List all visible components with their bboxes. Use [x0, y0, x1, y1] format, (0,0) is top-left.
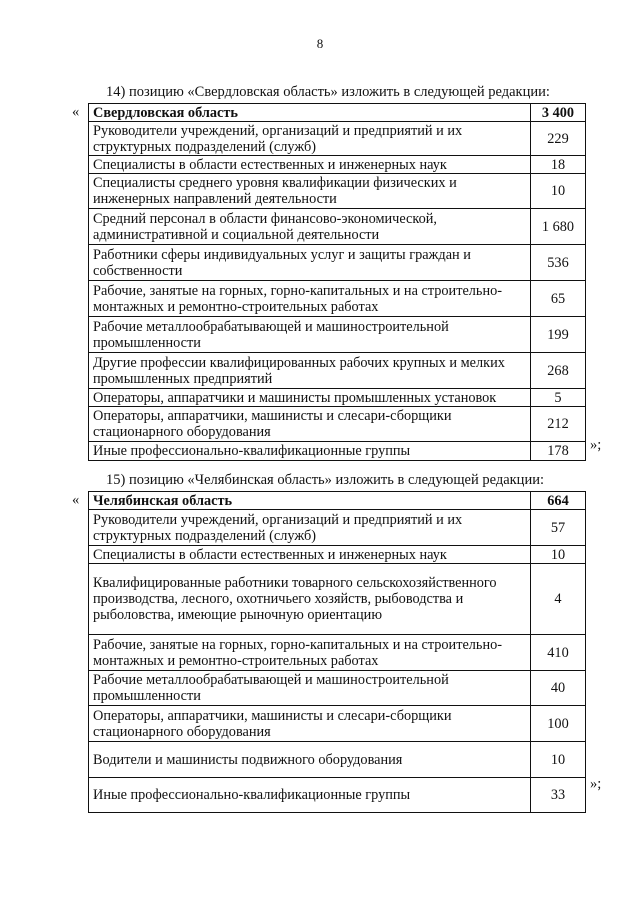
table-row	[89, 389, 586, 407]
chelyabinsk-table	[88, 491, 586, 813]
table-row	[89, 510, 586, 546]
table-row	[89, 635, 586, 671]
occupation-group: Специалисты среднего уровня квалификации физических и инженерных направлений деятельности	[89, 174, 531, 209]
occupation-group: Иные профессионально-квалификационные группы	[89, 778, 531, 813]
occupation-group: Рабочие, занятые на горных, горно-капитальных и на строительно-монтажных и ремонтно-строительных работах	[89, 635, 531, 671]
sverdlovsk-table	[88, 103, 586, 461]
occupation-group: Работники сферы индивидуальных услуг и защиты граждан и собственности	[89, 245, 531, 281]
occupation-count: 40	[531, 671, 586, 706]
occupation-group: Руководители учреждений, организаций и предприятий и их структурных подразделений (служб)	[89, 510, 531, 546]
table-row	[89, 156, 586, 174]
occupation-count: 212	[531, 407, 586, 442]
occupation-count: 199	[531, 317, 586, 353]
occupation-count: 178	[531, 442, 586, 461]
occupation-count: 57	[531, 510, 586, 546]
occupation-group: Руководители учреждений, организаций и предприятий и их структурных подразделений (служб)	[89, 122, 531, 156]
occupation-group: Специалисты в области естественных и инженерных наук	[89, 546, 531, 564]
occupation-count: 536	[531, 245, 586, 281]
occupation-count: 10	[531, 546, 586, 564]
section-14-open-quote: «	[72, 104, 80, 120]
region-total: 664	[531, 492, 586, 510]
occupation-count: 10	[531, 174, 586, 209]
table-row	[89, 778, 586, 813]
region-name: Свердловская область	[89, 104, 531, 122]
occupation-group: Водители и машинисты подвижного оборудования	[89, 742, 531, 778]
occupation-group: Квалифицированные работники товарного сельскохозяйственного производства, лесного, охотничьего хозяйств, рыбоводства и рыболовства, имеющие рыночную ориентацию	[89, 564, 531, 635]
occupation-group: Иные профессионально-квалификационные группы	[89, 442, 531, 461]
occupation-count: 33	[531, 778, 586, 813]
occupation-count: 10	[531, 742, 586, 778]
occupation-count: 65	[531, 281, 586, 317]
table-row	[89, 209, 586, 245]
table-row	[89, 564, 586, 635]
table-row	[89, 742, 586, 778]
chelyabinsk-table-body	[89, 492, 586, 813]
section-15-intro: 15) позицию «Челябинская область» изложить в следующей редакции:	[106, 472, 544, 488]
table-row	[89, 671, 586, 706]
section-15-open-quote: «	[72, 492, 80, 508]
table-row	[89, 281, 586, 317]
table-header-row	[89, 492, 586, 510]
table-row	[89, 546, 586, 564]
region-name: Челябинская область	[89, 492, 531, 510]
table-row	[89, 245, 586, 281]
occupation-group: Специалисты в области естественных и инженерных наук	[89, 156, 531, 174]
occupation-count: 268	[531, 353, 586, 389]
region-total: 3 400	[531, 104, 586, 122]
occupation-group: Средний персонал в области финансово-экономической, административной и социальной деятельности	[89, 209, 531, 245]
occupation-count: 229	[531, 122, 586, 156]
occupation-group: Операторы, аппаратчики, машинисты и слесари-сборщики стационарного оборудования	[89, 706, 531, 742]
occupation-group: Операторы, аппаратчики, машинисты и слесари-сборщики стационарного оборудования	[89, 407, 531, 442]
section-14-intro: 14) позицию «Свердловская область» изложить в следующей редакции:	[106, 84, 550, 100]
occupation-group: Рабочие металлообрабатывающей и машиностроительной промышленности	[89, 671, 531, 706]
section-14-close-quote: »;	[590, 437, 602, 453]
occupation-count: 410	[531, 635, 586, 671]
page-number: 8	[316, 36, 324, 51]
sverdlovsk-table-body	[89, 104, 586, 461]
occupation-count: 5	[531, 389, 586, 407]
table-header-row	[89, 104, 586, 122]
table-row	[89, 407, 586, 442]
occupation-group: Рабочие, занятые на горных, горно-капитальных и на строительно-монтажных и ремонтно-строительных работах	[89, 281, 531, 317]
table-row	[89, 174, 586, 209]
occupation-count: 18	[531, 156, 586, 174]
table-row	[89, 353, 586, 389]
table-row	[89, 706, 586, 742]
occupation-count: 4	[531, 564, 586, 635]
table-row	[89, 317, 586, 353]
occupation-count: 100	[531, 706, 586, 742]
occupation-group: Операторы, аппаратчики и машинисты промышленных установок	[89, 389, 531, 407]
table-row	[89, 122, 586, 156]
table-row	[89, 442, 586, 461]
section-15-close-quote: »;	[590, 776, 602, 792]
occupation-count: 1 680	[531, 209, 586, 245]
occupation-group: Другие профессии квалифицированных рабочих крупных и мелких промышленных предприятий	[89, 353, 531, 389]
occupation-group: Рабочие металлообрабатывающей и машиностроительной промышленности	[89, 317, 531, 353]
